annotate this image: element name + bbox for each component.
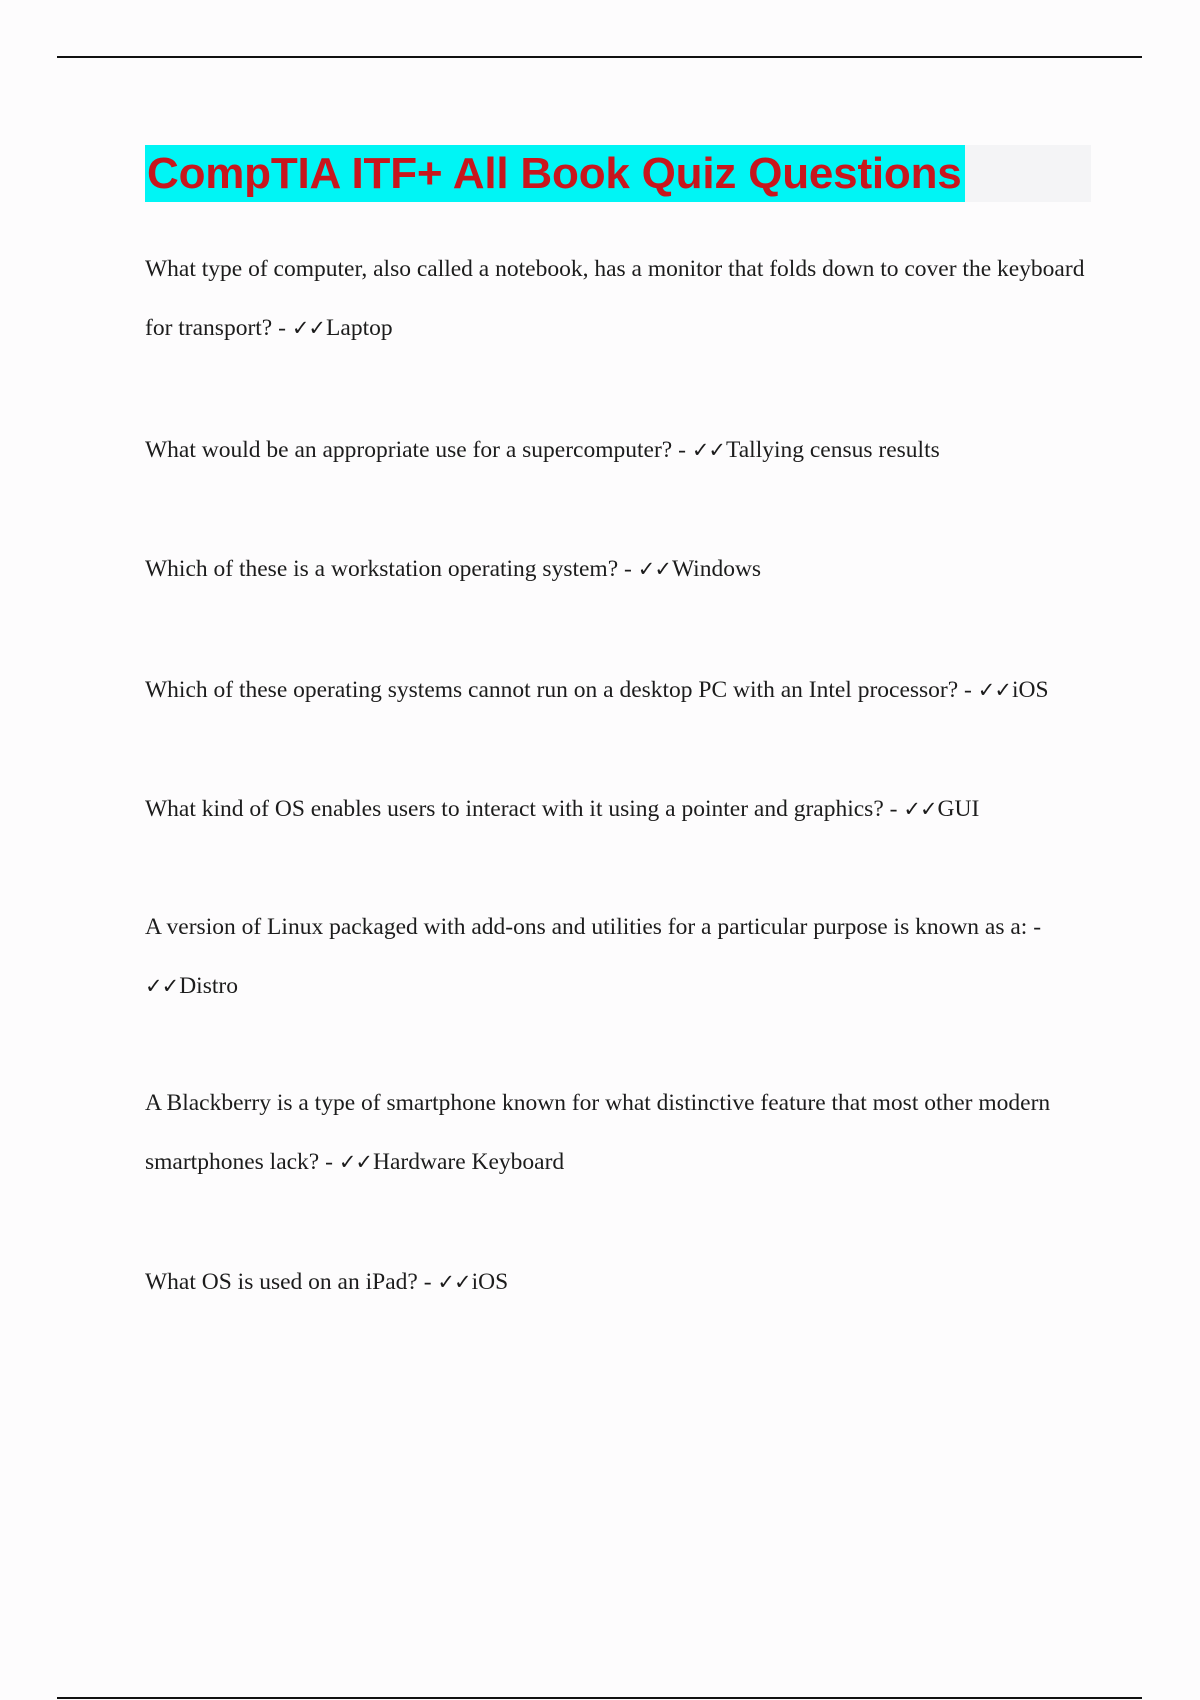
- qa-item-7: [145, 1074, 1105, 1192]
- qa-item-4: [145, 661, 1105, 720]
- question-text: What would be an appropriate use for a supercomputer? -: [145, 437, 692, 463]
- question-text: Which of these is a workstation operating system? -: [145, 556, 638, 582]
- check-icon: ✓✓: [977, 678, 1011, 702]
- document-title: CompTIA ITF+ All Book Quiz Questions: [145, 145, 965, 202]
- answer-text: Hardware Keyboard: [373, 1149, 565, 1175]
- check-icon: ✓✓: [437, 1270, 471, 1294]
- qa-item-6: [145, 898, 1085, 1016]
- question-text: Which of these operating systems cannot run on a desktop PC with an Intel processor? -: [145, 677, 978, 703]
- answer-text: Windows: [671, 556, 762, 582]
- question-text: What kind of OS enables users to interact with it using a pointer and graphics? -: [145, 796, 904, 822]
- qa-item-8: [145, 1253, 1085, 1312]
- answer-text: Distro: [179, 973, 238, 999]
- qa-item-5: [145, 780, 1085, 839]
- question-text: A Blackberry is a type of smartphone known for what distinctive feature that most other modern smartphones lack? -: [145, 1090, 1051, 1175]
- check-icon: ✓✓: [637, 557, 671, 581]
- answer-text: Laptop: [326, 315, 393, 341]
- question-text: What type of computer, also called a notebook, has a monitor that folds down to cover the keyboard for transport? -: [145, 256, 1085, 341]
- question-text: A version of Linux packaged with add-ons and utilities for a particular purpose is known as a: -: [145, 914, 1042, 940]
- footer-rule: [57, 1697, 1142, 1699]
- answer-text: GUI: [937, 796, 980, 822]
- check-icon: ✓✓: [338, 1150, 373, 1174]
- answer-text: iOS: [471, 1269, 509, 1295]
- check-icon: ✓✓: [145, 974, 179, 998]
- qa-item-1: [145, 240, 1085, 358]
- check-icon: ✓✓: [691, 438, 726, 462]
- check-icon: ✓✓: [291, 316, 326, 340]
- answer-text: Tallying census results: [726, 437, 940, 463]
- header-rule: [57, 56, 1142, 58]
- question-text: What OS is used on an iPad? -: [145, 1269, 438, 1295]
- qa-item-2: [145, 421, 1085, 480]
- check-icon: ✓✓: [903, 797, 937, 821]
- qa-item-3: [145, 540, 1085, 599]
- answer-text: iOS: [1011, 677, 1049, 703]
